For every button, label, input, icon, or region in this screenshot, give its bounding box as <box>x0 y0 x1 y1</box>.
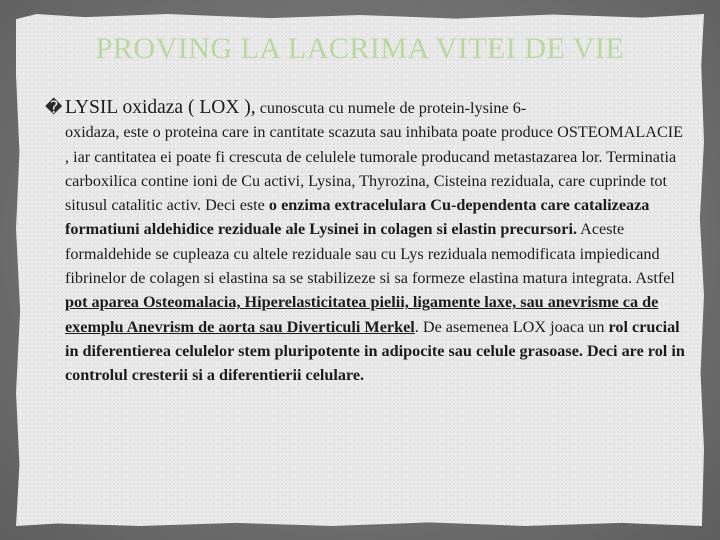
bold-segment-1: o enzima extracelulara Cu-dependenta care catalizeaza formatiuni aldehidice reziduale ale Lysinei in colagen si elastin precursori. <box>65 196 650 239</box>
first-line-text: cunoscuta cu numele de protein-lysine 6- <box>255 99 527 117</box>
text-segment-2: Aceste formaldehide se cupleaza cu altele reziduale sau cu Lys reziduala nemodificata impiedicand fibrinelor de colagen si elastina sa se stabilizeze si sa formeze elastina matura integrata. Astfel <box>65 220 675 288</box>
bold-segment-2: rol crucial in diferentierea celulelor stem pluripotente in adipocite sau celule grasoase. Deci are rol in controlul cresterii si a diferentierii celulare. <box>65 317 685 385</box>
bullet-first-line <box>45 96 685 120</box>
text-segment-3: . De asemenea LOX joaca un <box>414 317 609 336</box>
bullet-paragraph <box>45 96 685 388</box>
text-segment-1: oxidaza, este o proteina care in cantitate scazuta sau inhibata poate produce OSTEOMALACIE , iar cantitatea ei poate fi crescuta de celulele tumorale producand metastazarea lor. Terminatia carboxilica contine ioni de Cu activi, Lysina, Thyrozina, Cisteina reziduala, care cuprinde tot situsul catalitic activ. Deci este <box>65 123 684 215</box>
lead-term: LYSIL oxidaza ( LOX ), <box>65 97 256 118</box>
bullet-icon: � <box>45 98 63 117</box>
bold-underlined-segment: pot aparea Osteomalacia, Hiperelasticitatea pielii, ligamente laxe, sau anevrisme ca de exemplu Anevrism de aorta sau Diverticuli Merkel <box>65 293 659 336</box>
slide-title: PROVING LA LACRIMA VITEI DE VIE <box>95 32 625 65</box>
paragraph-body <box>45 120 685 387</box>
